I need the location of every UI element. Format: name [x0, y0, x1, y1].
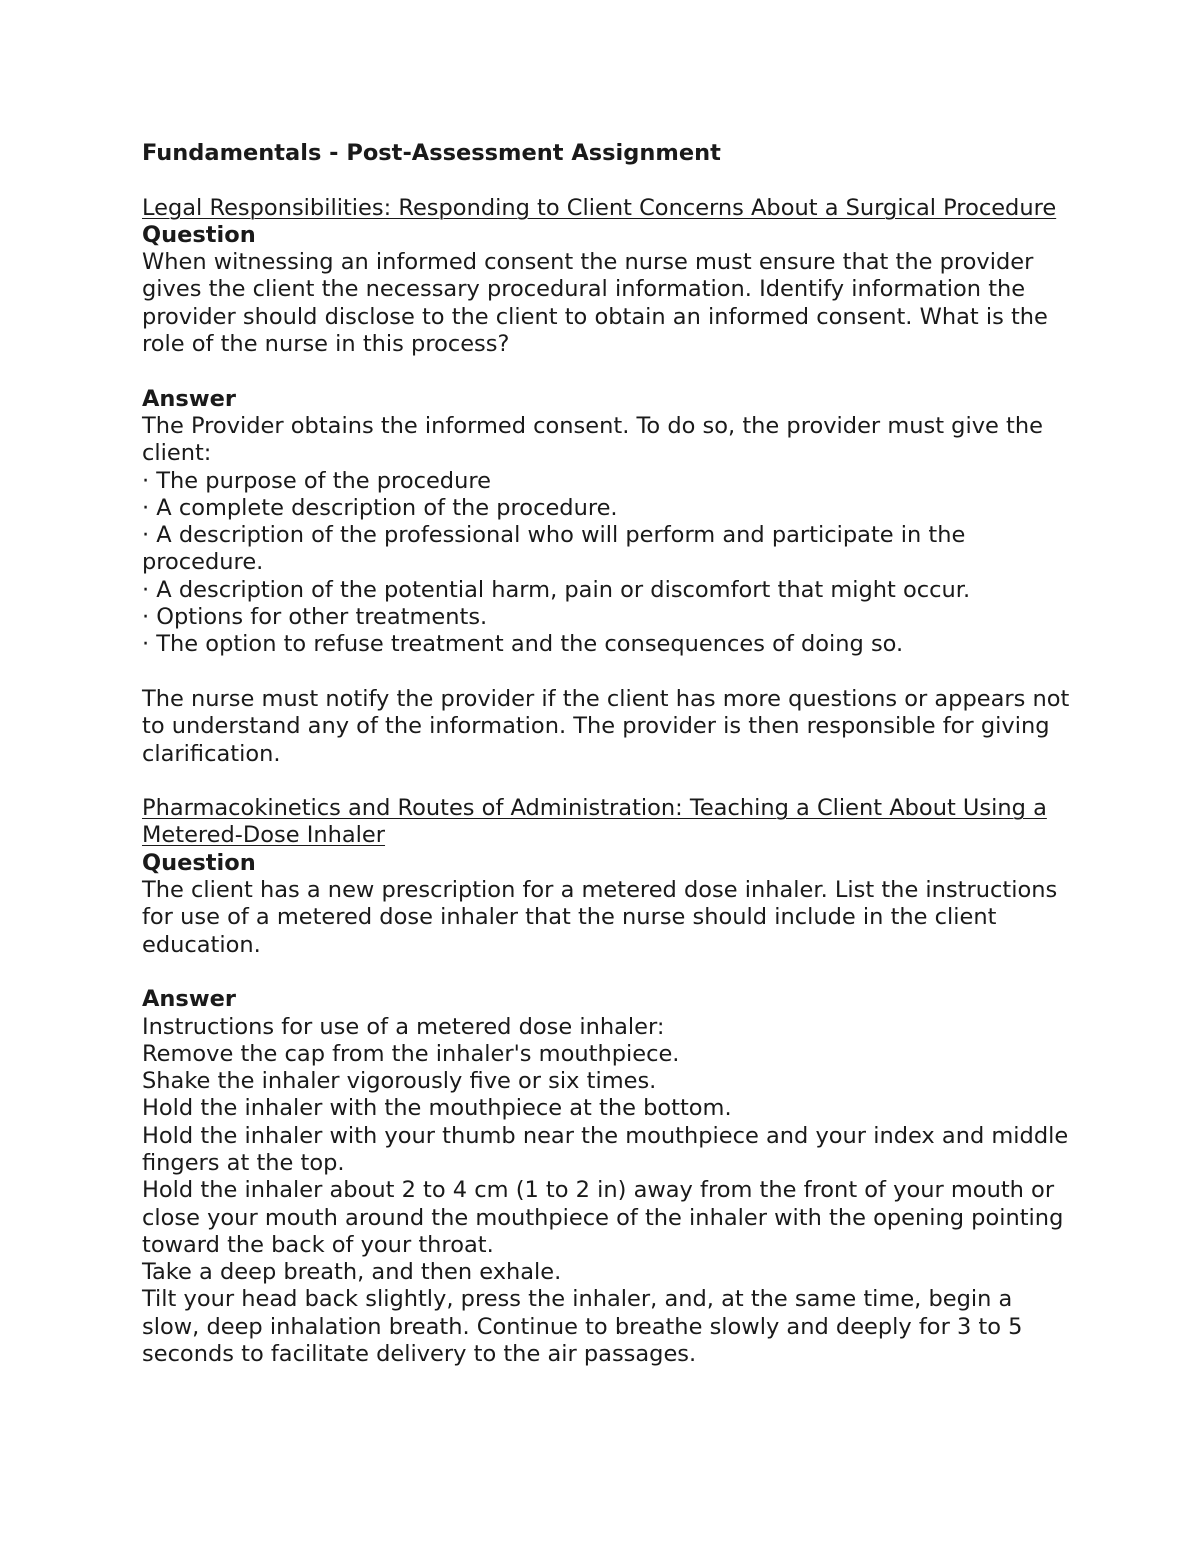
list-item: · The purpose of the procedure [142, 467, 491, 494]
list-item: · A description of the potential harm, pain or discomfort that might occur. [142, 576, 971, 603]
list-item: Hold the inhaler with your thumb near the mouthpiece and your index and middle fingers at the top. [142, 1122, 1069, 1176]
section-heading: Pharmacokinetics and Routes of Administration: Teaching a Client About Using a Metered-Dose Inhaler [142, 795, 1047, 849]
list-item: Hold the inhaler about 2 to 4 cm (1 to 2 in) away from the front of your mouth or close your mouth around the mouthpiece of the inhaler with the opening pointing toward the back of your throat. [142, 1177, 1064, 1258]
answer-intro: The Provider obtains the informed consent. To do so, the provider must give the client: [142, 412, 1043, 467]
list-item: Remove the cap from the inhaler's mouthpiece. [142, 1040, 680, 1067]
paragraph-gap [142, 959, 1072, 986]
answer-label: Answer [142, 385, 236, 412]
answer-closing: The nurse must notify the provider if the client has more questions or appears not to understand any of the information. The provider is then responsible for giving clarification. [142, 685, 1070, 767]
section-pharmacokinetics [142, 795, 1072, 1368]
list-item: Shake the inhaler vigorously five or six times. [142, 1068, 657, 1095]
list-item: · A complete description of the procedure. [142, 494, 618, 521]
list-item: Hold the inhaler with the mouthpiece at the bottom. [142, 1095, 732, 1122]
question-label: Question [142, 221, 256, 248]
answer-label: Answer [142, 986, 236, 1013]
answer-list [142, 468, 1072, 659]
list-item: Take a deep breath, and then exhale. [142, 1259, 562, 1286]
document-title: Fundamentals - Post-Assessment Assignment [142, 140, 721, 166]
paragraph-gap [142, 659, 1072, 686]
section-legal-responsibilities [142, 195, 1072, 768]
document-page [142, 140, 1072, 1368]
section-gap [142, 768, 1072, 795]
paragraph-gap [142, 358, 1072, 385]
question-text: When witnessing an informed consent the nurse must ensure that the provider gives the client the necessary procedural information. Identify information the provider should disclose to the client to obtain an informed consent. What is the role of the nurse in this process? [142, 249, 1048, 358]
question-label: Question [142, 849, 256, 876]
list-item: · A description of the professional who will perform and participate in the procedure. [142, 522, 966, 576]
answer-intro: Instructions for use of a metered dose inhaler: [142, 1013, 665, 1040]
list-item: · Options for other treatments. [142, 604, 488, 631]
question-text: The client has a new prescription for a metered dose inhaler. List the instructions for use of a metered dose inhaler that the nurse should include in the client education. [142, 877, 1058, 958]
answer-list [142, 1041, 1072, 1369]
list-item: Tilt your head back slightly, press the inhaler, and, at the same time, begin a slow, deep inhalation breath. Continue to breathe slowly and deeply for 3 to 5 seconds to facilitate delivery to the air passages. [142, 1286, 1023, 1368]
section-heading: Legal Responsibilities: Responding to Client Concerns About a Surgical Procedure [142, 194, 1057, 221]
list-item: · The option to refuse treatment and the consequences of doing so. [142, 631, 904, 658]
